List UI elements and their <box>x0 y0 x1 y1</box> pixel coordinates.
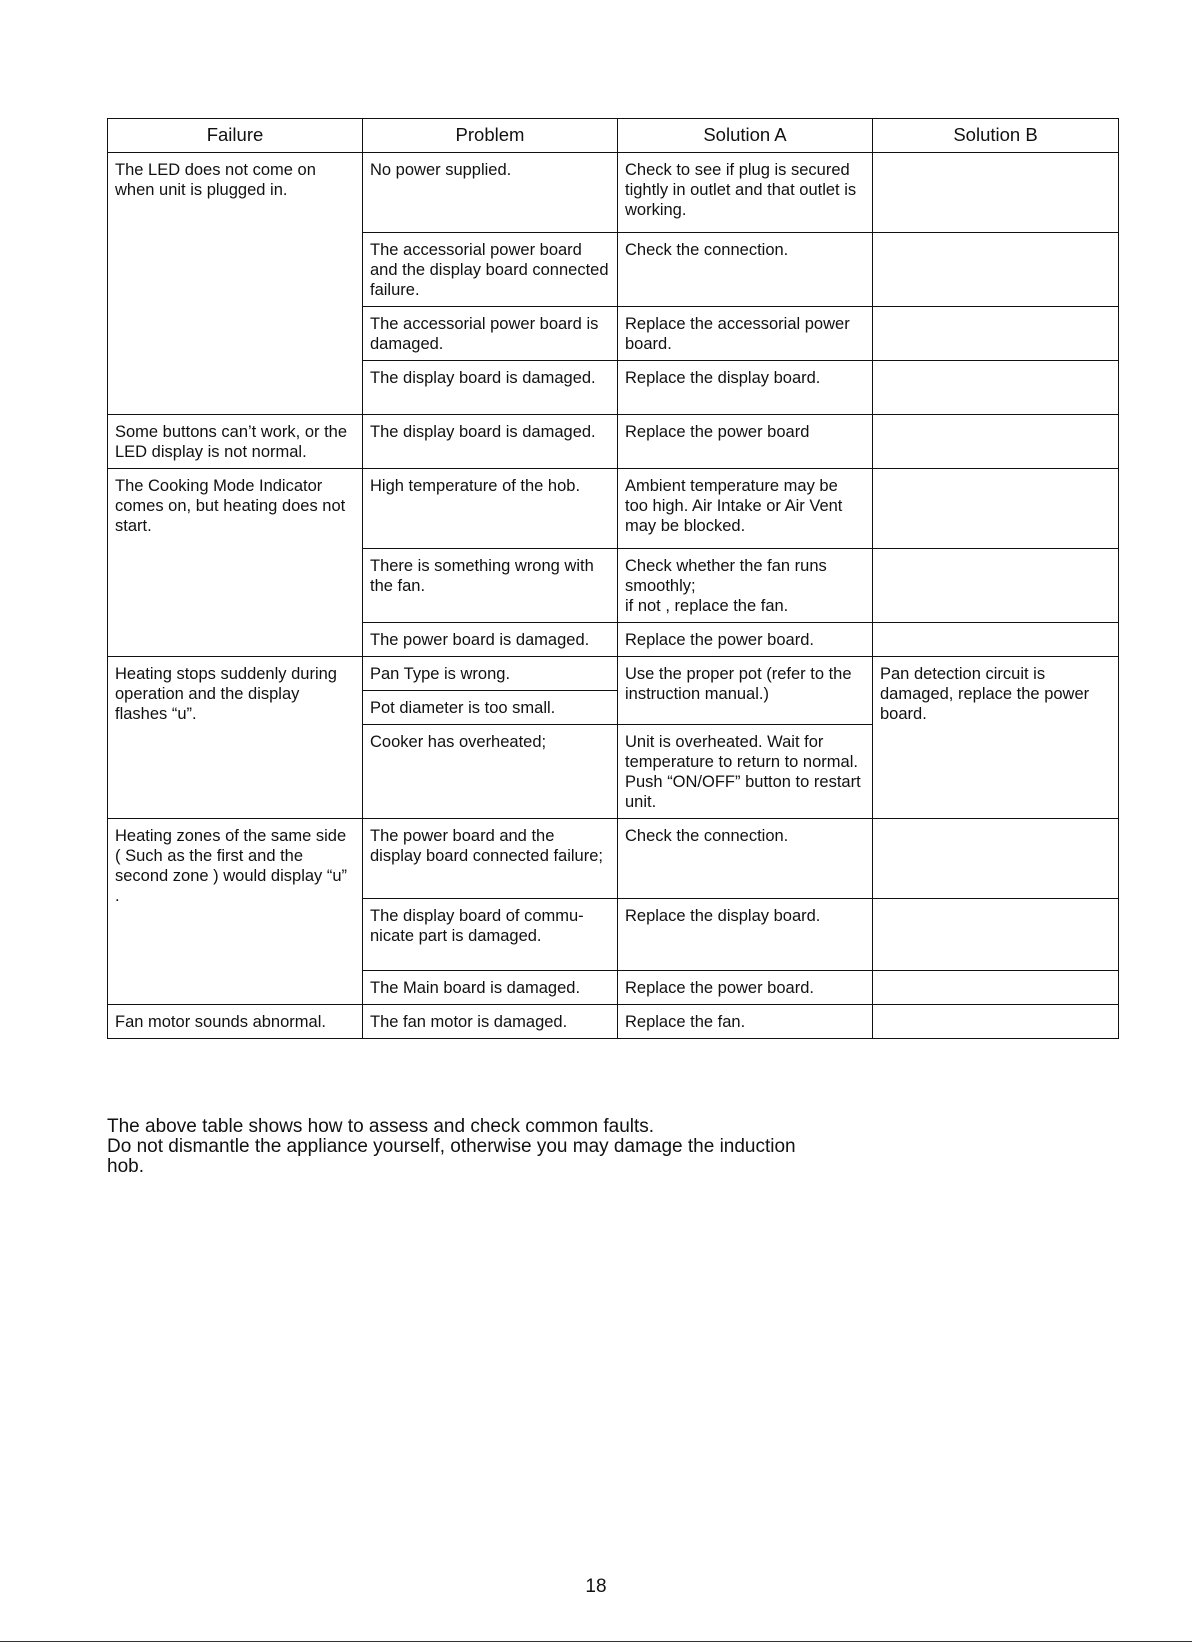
solution-a-cell: Replace the display board. <box>618 361 873 415</box>
note-line-1: The above table shows how to assess and check common faults. <box>107 1116 655 1137</box>
problem-cell: Pan Type is wrong. <box>363 657 618 691</box>
problem-cell: No power supplied. <box>363 153 618 233</box>
problem-cell: The display board of commu-nicate part is damaged. <box>363 899 618 971</box>
problem-cell: The fan motor is damaged. <box>363 1005 618 1039</box>
header-problem: Problem <box>363 119 618 153</box>
bottom-divider <box>0 1641 1192 1642</box>
table-row <box>108 1005 1119 1039</box>
solution-b-cell <box>873 415 1119 469</box>
problem-cell: Pot diameter is too small. <box>363 691 618 725</box>
solution-b-cell <box>873 549 1119 623</box>
table-row <box>108 153 1119 233</box>
table-row <box>108 657 1119 691</box>
header-failure: Failure <box>108 119 363 153</box>
solution-a-cell: Replace the display board. <box>618 899 873 971</box>
failure-cell: Fan motor sounds abnormal. <box>108 1005 363 1039</box>
table-row <box>108 469 1119 549</box>
note-line-2: Do not dismantle the appliance yourself, otherwise you may damage the induction hob. <box>107 1136 796 1177</box>
problem-cell: The Main board is damaged. <box>363 971 618 1005</box>
problem-cell: High temperature of the hob. <box>363 469 618 549</box>
solution-b-cell <box>873 899 1119 971</box>
solution-a-cell: Check whether the fan runs smoothly; if not , replace the fan. <box>618 549 873 623</box>
problem-cell: The display board is damaged. <box>363 361 618 415</box>
problem-cell: The accessorial power board and the display board connected failure. <box>363 233 618 307</box>
problem-cell: The accessorial power board is damaged. <box>363 307 618 361</box>
solution-b-cell <box>873 469 1119 549</box>
header-solution-a: Solution A <box>618 119 873 153</box>
solution-b-cell <box>873 819 1119 899</box>
failure-cell: Heating stops suddenly during operation and the display flashes “u”. <box>108 657 363 819</box>
solution-a-cell: Check the connection. <box>618 233 873 307</box>
solution-a-cell: Unit is overheated. Wait for temperature to return to normal. Push “ON/OFF” button to restart unit. <box>618 725 873 819</box>
solution-b-cell <box>873 361 1119 415</box>
page-number: 18 <box>585 1576 607 1597</box>
failure-cell: The Cooking Mode Indicator comes on, but heating does not start. <box>108 469 363 657</box>
troubleshooting-table <box>107 118 1119 1039</box>
solution-a-cell: Check the connection. <box>618 819 873 899</box>
solution-a-cell: Replace the power board <box>618 415 873 469</box>
problem-cell: The power board is damaged. <box>363 623 618 657</box>
solution-b-cell: Pan detection circuit is damaged, replace the power board. <box>873 657 1119 819</box>
problem-cell: The power board and the display board connected failure; <box>363 819 618 899</box>
failure-cell: Some buttons can’t work, or the LED display is not normal. <box>108 415 363 469</box>
solution-b-cell <box>873 153 1119 233</box>
problem-cell: There is something wrong with the fan. <box>363 549 618 623</box>
solution-b-cell <box>873 233 1119 307</box>
solution-a-cell: Ambient temperature may be too high. Air Intake or Air Vent may be blocked. <box>618 469 873 549</box>
failure-cell: Heating zones of the same side ( Such as the first and the second zone ) would display “u” . <box>108 819 363 1005</box>
solution-b-cell <box>873 623 1119 657</box>
failure-cell: The LED does not come on when unit is plugged in. <box>108 153 363 415</box>
table-header-row <box>108 119 1119 153</box>
solution-a-cell: Check to see if plug is secured tightly in outlet and that outlet is working. <box>618 153 873 233</box>
solution-b-cell <box>873 1005 1119 1039</box>
solution-a-cell: Replace the accessorial power board. <box>618 307 873 361</box>
solution-b-cell <box>873 971 1119 1005</box>
problem-cell: Cooker has overheated; <box>363 725 618 819</box>
problem-cell: The display board is damaged. <box>363 415 618 469</box>
solution-b-cell <box>873 307 1119 361</box>
solution-a-cell: Replace the power board. <box>618 971 873 1005</box>
table-note <box>107 1117 827 1177</box>
solution-a-cell: Use the proper pot (refer to the instruction manual.) <box>618 657 873 725</box>
header-solution-b: Solution B <box>873 119 1119 153</box>
solution-a-cell: Replace the fan. <box>618 1005 873 1039</box>
solution-a-cell: Replace the power board. <box>618 623 873 657</box>
table-row <box>108 819 1119 899</box>
table-row <box>108 415 1119 469</box>
